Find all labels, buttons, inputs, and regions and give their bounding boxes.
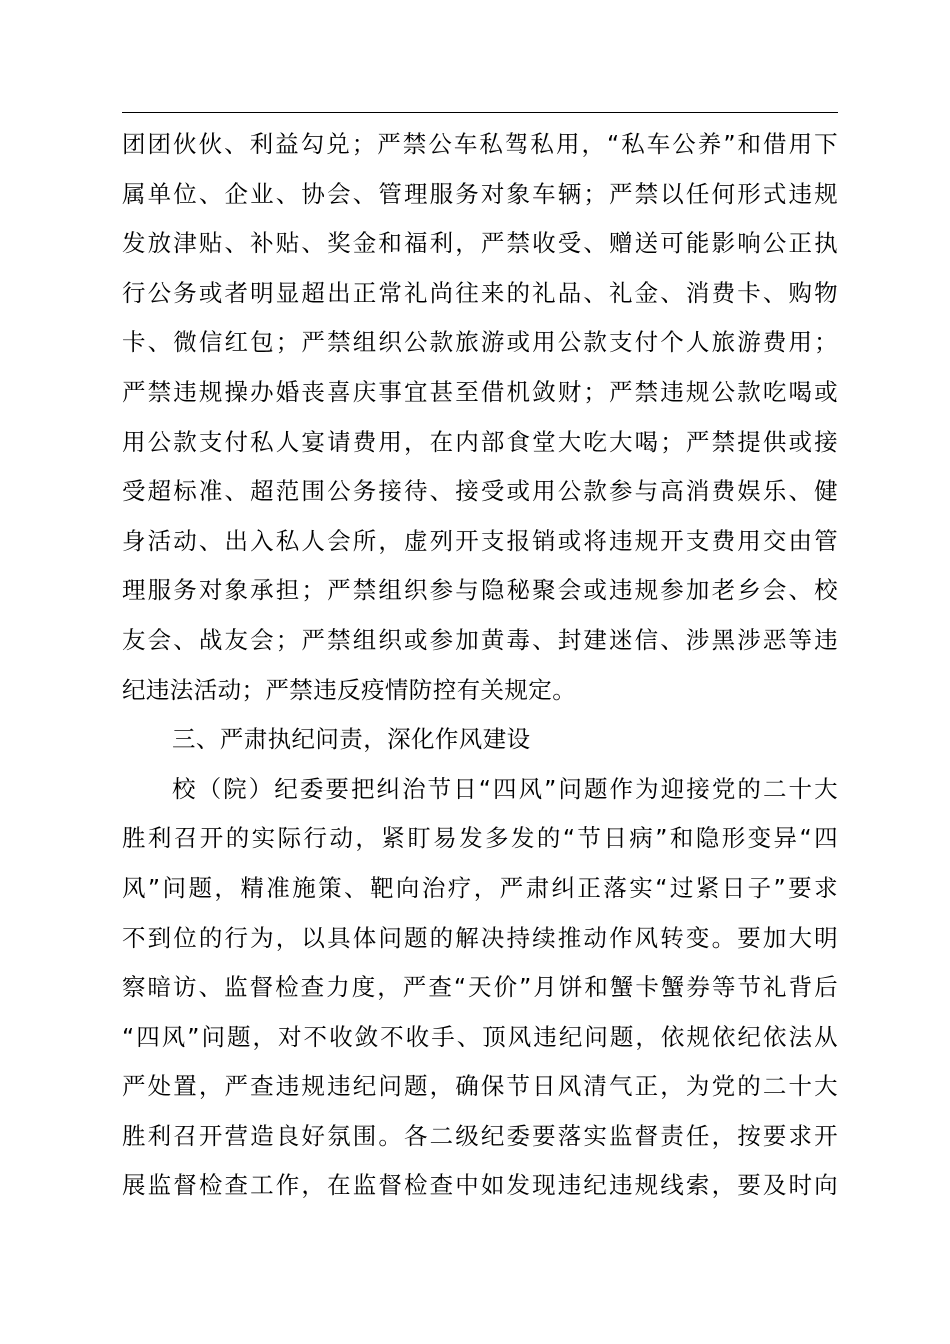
- paragraph-line: 行公务或者明显超出正常礼尚往来的礼品、礼金、消费卡、购物: [122, 278, 838, 307]
- section-heading: 三、严肃执纪问责，深化作风建设: [172, 725, 531, 754]
- paragraph-line: 风”问题，精准施策、靶向治疗，严肃纠正落实“过紧日子”要求: [122, 873, 838, 902]
- paragraph-line: 发放津贴、补贴、奖金和福利，严禁收受、赠送可能影响公正执: [122, 229, 838, 258]
- paragraph-line: 胜利召开营造良好氛围。各二级纪委要落实监督责任，按要求开: [122, 1121, 838, 1150]
- paragraph-line: 展监督检查工作，在监督检查中如发现违纪违规线索，要及时向: [122, 1171, 838, 1200]
- paragraph-line: 卡、微信红包；严禁组织公款旅游或用公款支付个人旅游费用；: [122, 328, 838, 357]
- paragraph-line: 纪违法活动；严禁违反疫情防控有关规定。: [122, 675, 577, 704]
- paragraph-2: [122, 765, 838, 1211]
- paragraph-line: 友会、战友会；严禁组织或参加黄毒、封建迷信、涉黑涉恶等违: [122, 625, 838, 654]
- paragraph-line: 严禁违规操办婚丧喜庆事宜甚至借机敛财；严禁违规公款吃喝或: [122, 377, 838, 406]
- paragraph-line: 理服务对象承担；严禁组织参与隐秘聚会或违规参加老乡会、校: [122, 576, 838, 605]
- paragraph-line: 察暗访、监督检查力度，严查“天价”月饼和蟹卡蟹券等节礼背后: [122, 973, 838, 1002]
- header-rule: [122, 112, 838, 113]
- document-body: [122, 120, 838, 1211]
- paragraph-1: [122, 120, 838, 715]
- paragraph-line: 属单位、企业、协会、管理服务对象车辆；严禁以任何形式违规: [122, 179, 838, 208]
- paragraph-line: 校（院）纪委要把纠治节日“四风”问题作为迎接党的二十大: [172, 774, 838, 803]
- paragraph-line: 受超标准、超范围公务接待、接受或用公款参与高消费娱乐、健: [122, 477, 838, 506]
- paragraph-line: 身活动、出入私人会所，虚列开支报销或将违规开支费用交由管: [122, 526, 838, 555]
- paragraph-line: 不到位的行为，以具体问题的解决持续推动作风转变。要加大明: [122, 923, 838, 952]
- paragraph-line: “四风”问题，对不收敛不收手、顶风违纪问题，依规依纪依法从: [122, 1022, 838, 1051]
- paragraph-line: 严处置，严查违规违纪问题，确保节日风清气正，为党的二十大: [122, 1072, 838, 1101]
- paragraph-line: 用公款支付私人宴请费用，在内部食堂大吃大喝；严禁提供或接: [122, 427, 838, 456]
- paragraph-line: 团团伙伙、利益勾兑；严禁公车私驾私用，“私车公养”和借用下: [122, 130, 838, 158]
- paragraph-line: 胜利召开的实际行动，紧盯易发多发的“节日病”和隐形变异“四: [122, 824, 838, 853]
